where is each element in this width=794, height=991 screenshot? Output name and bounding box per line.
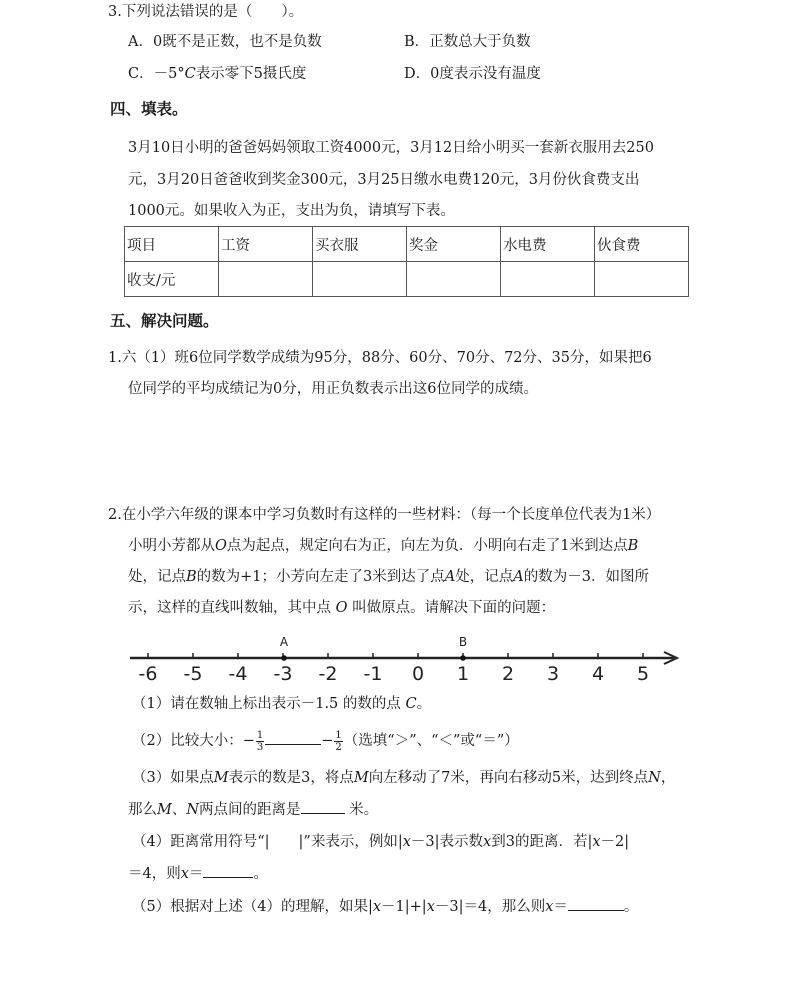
x-answer-blank-5[interactable]: [568, 896, 624, 911]
number-line-tick-label: 0: [411, 663, 425, 685]
number-line-tick-label: 2: [501, 663, 515, 685]
table-header-row: [125, 227, 689, 262]
table-value-row: [125, 262, 689, 297]
number-line-tick-label: 5: [636, 663, 650, 685]
q3-option-b: B．正数总大于负数: [404, 34, 531, 50]
problem2-line4: 示，这样的直线叫数轴，其中点 O 叫做原点。请解决下面的问题：: [128, 600, 556, 616]
problem2-line3: 处，记点B的数为+1；小芳向左走了3米到达了点A处，记点A的数为－3．如图所: [128, 569, 649, 585]
q3-option-c: C．－5°C表示零下5摄氏度: [128, 66, 307, 82]
section4-para-line1: 3月10日小明的爸爸妈妈领取工资4000元，3月12日给小明买一套新衣服用去250: [128, 140, 654, 156]
section4-heading: 四、填表。: [110, 100, 188, 118]
distance-blank[interactable]: [301, 799, 345, 814]
subq3-line2: 那么M、N两点间的距离是 米。: [128, 799, 378, 820]
subq4-line2: ＝4，则x＝ 。: [128, 863, 268, 884]
table-cell-header: 项目: [125, 227, 219, 262]
x-answer-blank-4[interactable]: [203, 863, 253, 878]
number-line-tick-label: -4: [228, 663, 248, 685]
table-answer-cell[interactable]: [407, 262, 501, 297]
table-answer-cell[interactable]: [219, 262, 313, 297]
problem1-line2: 位同学的平均成绩记为0分，用正负数表示出这6位同学的成绩。: [128, 381, 538, 397]
compare-blank[interactable]: [265, 730, 321, 745]
problem2-line1: 2.在小学六年级的课本中学习负数时有这样的一些材料：（每一个长度单位代表为1米）: [108, 507, 661, 523]
number-line-tick-label: -3: [273, 663, 293, 685]
number-line-tick-label: -2: [318, 663, 338, 685]
section5-heading: 五、解决问题。: [110, 312, 219, 330]
table-cell-header: 伙食费: [595, 227, 689, 262]
table-cell-header: 买衣服: [313, 227, 407, 262]
q3-option-d: D．0度表示没有温度: [404, 66, 541, 82]
number-line-tick-label: -1: [363, 663, 383, 685]
table-answer-cell[interactable]: [501, 262, 595, 297]
subq1: （1）请在数轴上标出表示－1.5 的数的点 C。: [132, 696, 432, 712]
point-a-dot: [281, 655, 287, 661]
number-line: [126, 628, 686, 688]
point-b-label: B: [458, 635, 468, 649]
table-row-label: 收支/元: [125, 262, 219, 297]
income-expense-table: [124, 226, 689, 297]
subq4-line1: （4）距离常用符号“| |”来表示，例如|x－3|表示数x到3的距离．若|x－2|: [132, 834, 630, 850]
point-b-dot: [460, 655, 466, 661]
subq5: （5）根据对上述（4）的理解，如果|x－1|+|x－3|＝4，那么则x＝ 。: [132, 896, 638, 917]
subq3-line1: （3）如果点M表示的数是3，将点M向左移动了7米，再向右移动5米，达到终点N，: [132, 770, 676, 786]
table-cell-header: 水电费: [501, 227, 595, 262]
subq2: （2）比较大小：− $\frac{1}{3}$ − $\frac{1}{2}$ （选填“＞”、“＜”或“＝”）: [132, 729, 519, 753]
fraction-one-third: $\frac{1}{3}$: [256, 729, 264, 753]
problem1-line1: 1.六（1）班6位同学数学成绩为95分，88分、60分、70分、72分、35分，如果把6: [108, 350, 652, 366]
point-a-label: A: [279, 635, 289, 649]
table-answer-cell[interactable]: [313, 262, 407, 297]
q3-stem: 3.下列说法错误的是（ ）。: [108, 4, 304, 20]
table-answer-cell[interactable]: [595, 262, 689, 297]
table-cell-header: 工资: [219, 227, 313, 262]
section4-para-line2: 元，3月20日爸爸收到奖金300元，3月25日缴水电费120元，3月份伙食费支出: [128, 172, 640, 188]
number-line-tick-label: 3: [546, 663, 560, 685]
problem2-line2: 小明小芳都从O点为起点，规定向右为正，向左为负．小明向右走了1米到达点B: [128, 538, 639, 554]
number-line-tick-label: -5: [183, 663, 203, 685]
section4-para-line3: 1000元。如果收入为正，支出为负，请填写下表。: [128, 203, 455, 219]
fraction-one-half: $\frac{1}{2}$: [335, 729, 342, 753]
number-line-tick-label: 4: [591, 663, 605, 685]
number-line-tick-label: -6: [138, 663, 158, 685]
table-cell-header: 奖金: [407, 227, 501, 262]
q3-option-a: A．0既不是正数，也不是负数: [128, 34, 322, 50]
number-line-tick-label: 1: [456, 663, 470, 685]
